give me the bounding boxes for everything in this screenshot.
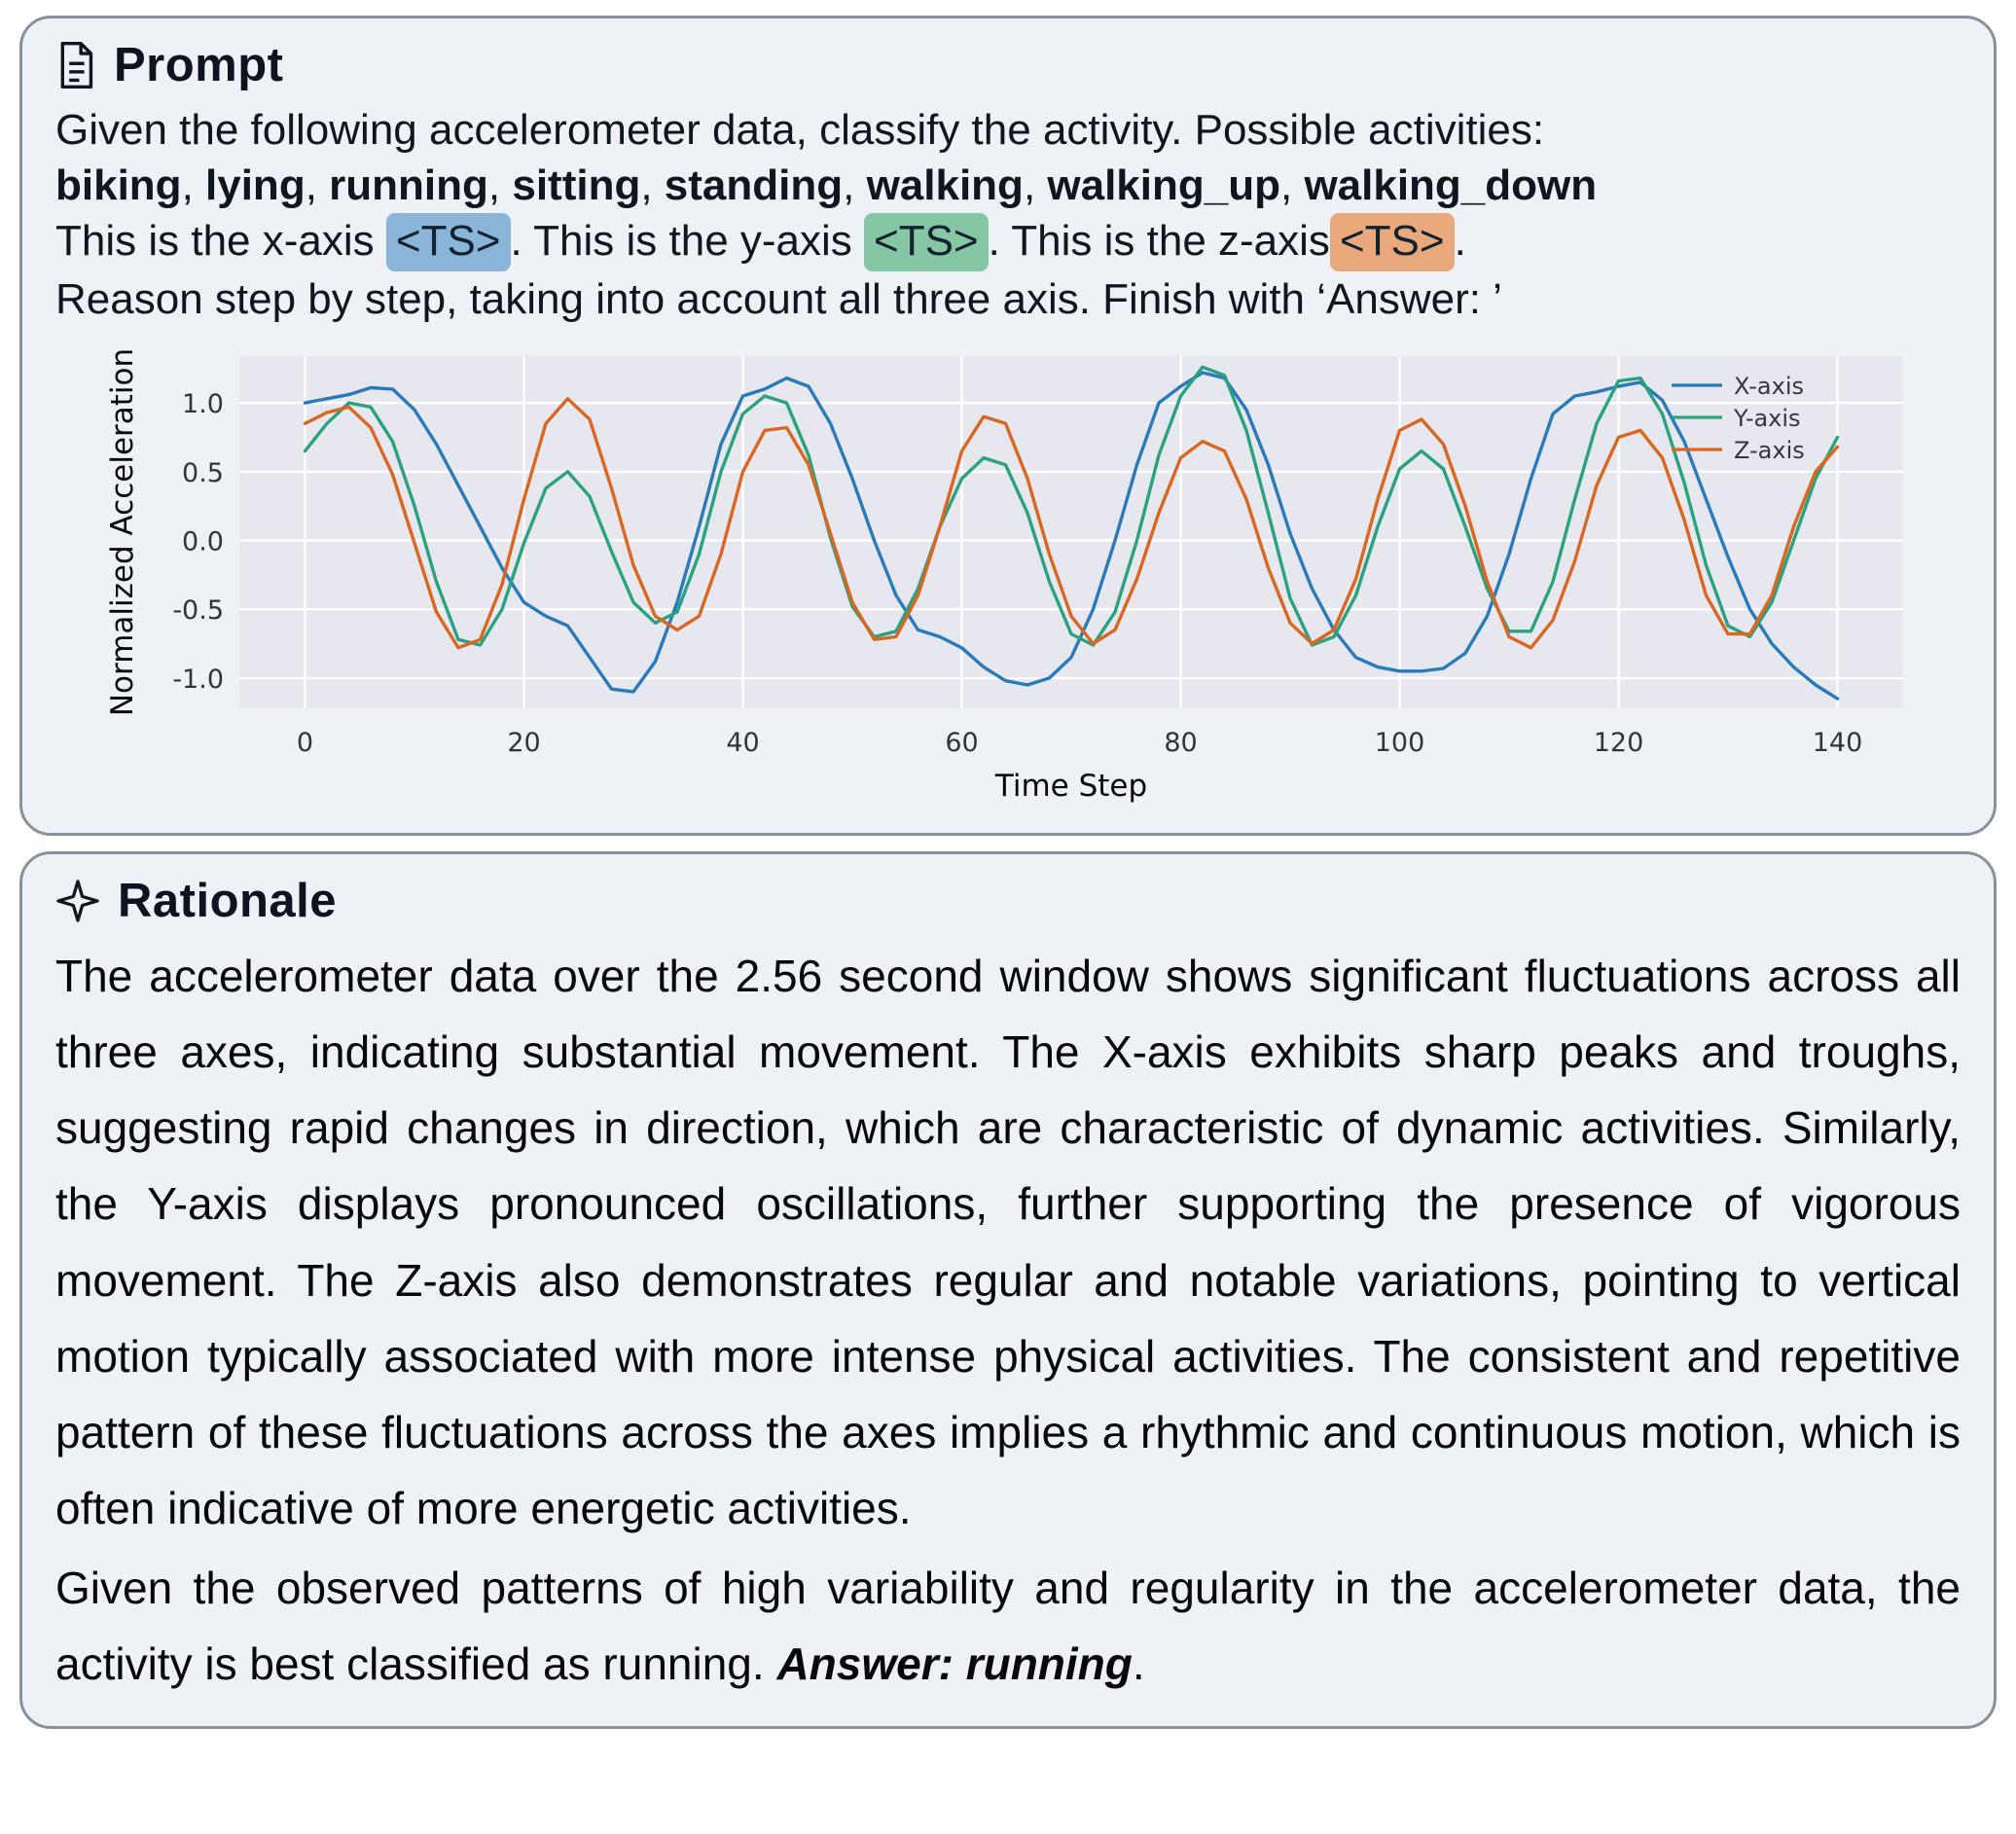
axis-line-seg-y: . This is the y-axis xyxy=(510,217,865,266)
svg-text:Time Step: Time Step xyxy=(994,768,1148,804)
rationale-header xyxy=(55,874,1961,928)
svg-text:-0.5: -0.5 xyxy=(172,594,224,626)
activity-label: walking_down xyxy=(1304,162,1598,210)
activities-line: biking, lying, running, sitting, standing, walking, walking_up, walking_down xyxy=(55,162,1598,210)
sparkle-icon xyxy=(55,879,100,923)
svg-text:-1.0: -1.0 xyxy=(172,664,224,695)
answer-text: Answer: running xyxy=(776,1638,1133,1690)
prompt-reasoning-instruction: Reason step by step, taking into account all three axis. Finish with ‘Answer: ’ xyxy=(55,274,1502,323)
svg-text:0.0: 0.0 xyxy=(182,526,224,557)
accelerometer-chart xyxy=(93,342,1923,809)
axis-line-seg-x: This is the x-axis xyxy=(55,217,386,266)
rationale-paragraph-2 xyxy=(55,1550,1961,1702)
svg-text:60: 60 xyxy=(945,727,979,758)
axis-line-seg-z: . This is the z-axis xyxy=(988,217,1330,266)
prompt-header xyxy=(55,38,1961,92)
activity-label: running xyxy=(329,162,488,210)
svg-text:0.5: 0.5 xyxy=(182,457,224,488)
chart-area xyxy=(55,342,1961,809)
activity-label: biking xyxy=(55,162,182,210)
svg-text:140: 140 xyxy=(1812,727,1863,758)
svg-text:120: 120 xyxy=(1593,727,1644,758)
prompt-instruction: Given the following accelerometer data, classify the activity. Possible activities: xyxy=(55,106,1545,154)
rationale-title: Rationale xyxy=(118,874,338,927)
ts-token-y: <TS> xyxy=(864,213,989,270)
document-icon xyxy=(55,42,96,89)
svg-text:100: 100 xyxy=(1374,727,1425,758)
rationale-card xyxy=(19,851,1997,1729)
svg-text:80: 80 xyxy=(1164,727,1198,758)
ts-token-x: <TS> xyxy=(386,213,511,270)
svg-text:20: 20 xyxy=(507,727,541,758)
activity-label: sitting xyxy=(512,162,641,210)
answer-period: . xyxy=(1132,1638,1145,1690)
prompt-title: Prompt xyxy=(114,39,284,91)
axis-line-period: . xyxy=(1454,217,1466,266)
activity-label: lying xyxy=(205,162,306,210)
activity-label: walking xyxy=(866,162,1024,210)
rationale-paragraph-1: The accelerometer data over the 2.56 second window shows significant fluctuations across all three axes, indicating substantial movement. The X-axis exhibits sharp peaks and troughs, suggesting rapid changes in direction, which are characteristic of dynamic activities. Similarly, the Y-axis displays pronounced oscillations, further supporting the presence of vigorous movement. The Z-axis also demonstrates regular and notable variations, pointing to vertical motion typically associated with more intense physical activities. The consistent and repetitive pattern of these fluctuations across the axes implies a rhythmic and continuous motion, which is often indicative of more energetic activities. xyxy=(55,950,1961,1534)
svg-text:X-axis: X-axis xyxy=(1734,372,1804,400)
svg-text:Z-axis: Z-axis xyxy=(1734,436,1805,464)
svg-text:0: 0 xyxy=(296,727,314,758)
svg-text:40: 40 xyxy=(726,727,760,758)
svg-text:Normalized Acceleration: Normalized Acceleration xyxy=(105,347,140,716)
rationale-conclusion-text: Given the observed patterns of high variability and regularity in the accelerometer data, the activity is best classified as running. xyxy=(55,1563,1961,1690)
prompt-card xyxy=(19,16,1997,836)
svg-text:Y-axis: Y-axis xyxy=(1734,404,1801,432)
figure-page xyxy=(0,16,2016,1729)
ts-token-z: <TS> xyxy=(1330,213,1455,270)
activity-label: standing xyxy=(664,162,844,210)
axis-line xyxy=(55,213,1961,270)
svg-text:1.0: 1.0 xyxy=(182,388,224,419)
activity-label: walking_up xyxy=(1047,162,1280,210)
